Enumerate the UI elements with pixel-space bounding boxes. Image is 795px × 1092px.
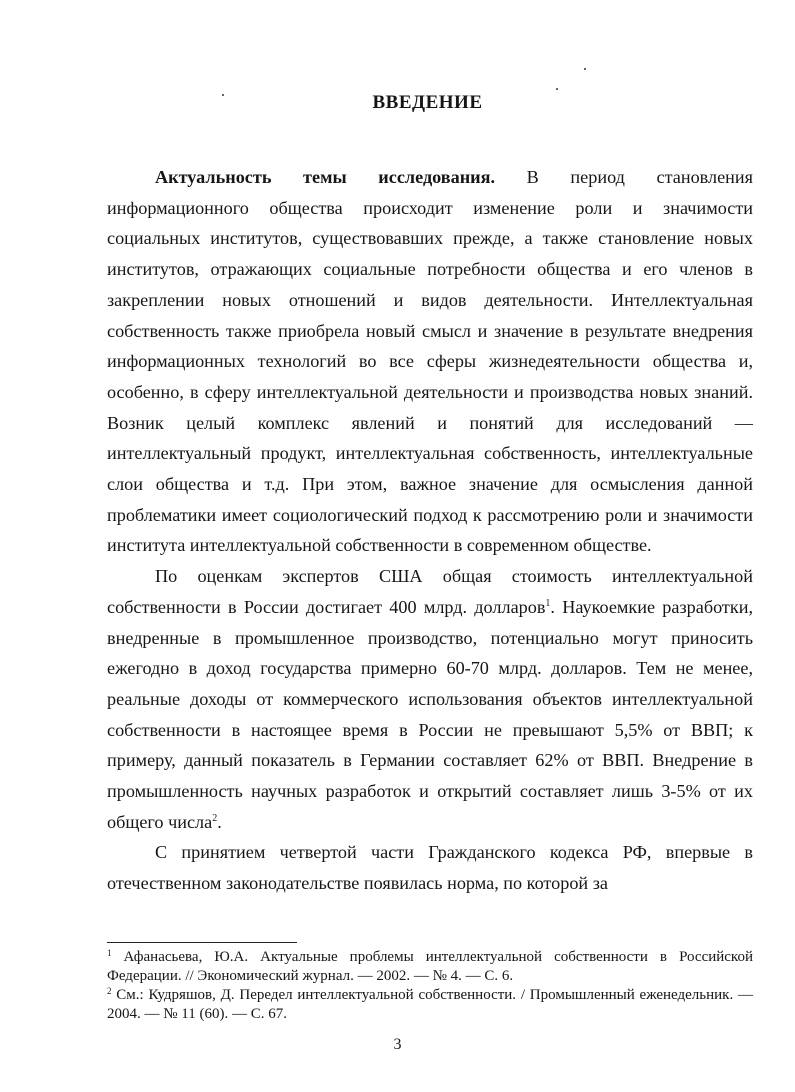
footnote-ref-1[interactable]: 1 — [545, 597, 551, 609]
paragraph-civil-code: С принятием четвертой части Гражданского кодекса РФ, впервые в отечественном законодательстве появилась норма, по которой за — [107, 842, 753, 894]
scan-speck — [584, 68, 586, 70]
footnote-1: $^1$ Афанасьева, Ю.А. Актуальные проблемы интеллектуальной собственности в Российской Федерации. // Экономический журнал. — 2002. — № 4. — С. 6. — [107, 948, 753, 984]
footnote-ref-2[interactable]: 2 — [212, 812, 218, 824]
footnote-divider — [107, 942, 297, 943]
page-title: ВВЕДЕНИЕ — [372, 92, 483, 113]
paragraph-relevance: Актуальность темы исследования. В период становления информационного общества происходит изменение роли и значимости социальных институтов, существовавших прежде, а также становление новых институтов, отражающих социальные потребности общества и его членов в закреплении новых отношений и видов деятельности. Интеллектуальная собственность также приобрела новый смысл и значение в результате внедрения информационных технологий во все сферы жизнедеятельности общества и, особенно, в сферу интеллектуальной деятельности и производства новых знаний. Возник целый комплекс явлений и понятий для исследований — интеллектуальный продукт, интеллектуальная собственность, интеллектуальные слои общества и т.д. При этом, важное значение для осмысления данной проблематики имеет социологический подход к рассмотрению роли и значимости института интеллектуальной собственности в современном обществе. — [107, 167, 753, 556]
scan-speck — [556, 88, 558, 90]
footnote-2: $^2$ См.: Кудряшов, Д. Передел интеллектуальной собственности. / Промышленный еженедельник. — 2004. — № 11 (60). — С. 67. — [107, 986, 753, 1022]
paragraph-estimates: По оценкам экспертов США общая стоимость интеллектуальной собственности в России достигает 400 млрд. долларов$^1$. Наукоемкие разработки, внедренные в промышленное производство, потенциально могут приносить ежегодно в доход государства примерно 60-70 млрд. долларов. Тем не менее, реальные доходы от коммерческого использования объектов интеллектуальной собственности в настоящее время в России не превышают 5,5% от ВВП; к примеру, данный показатель в Германии составляет 62% от ВВП. Внедрение в промышленность научных разработок и открытий составляет лишь 3-5% от их общего числа$^2$. — [107, 566, 753, 832]
footnotes — [107, 948, 753, 1024]
main-text — [107, 162, 753, 899]
page-number: 3 — [393, 1036, 402, 1053]
paragraph-lead: Актуальность темы исследования. — [155, 167, 496, 187]
